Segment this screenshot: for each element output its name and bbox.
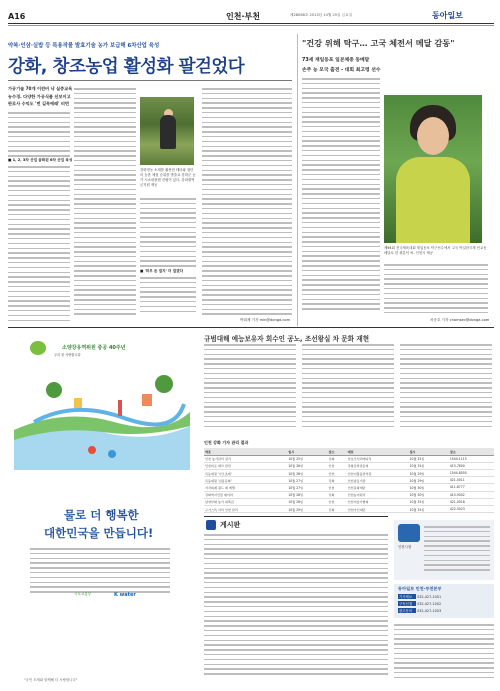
table-cell: 1544-8550: [449, 469, 494, 476]
table-cell: 10월 31일: [409, 498, 449, 505]
ad-small-caption: 우리 물 사랑합니다: [54, 353, 81, 357]
bulletin-title: 게시판: [220, 521, 241, 529]
sidebar-body: [424, 526, 490, 574]
section2-headline: 규범대해 예능보유자 회수인 공노, 조선왕실 차 문화 재현: [204, 335, 370, 343]
left-section-marker-1: ■ 1, 2, 3차 산업 융화된 6차 산업 육성: [8, 158, 73, 162]
section-name: 인천·부천: [226, 12, 260, 21]
header-rule: [8, 23, 494, 24]
bulletin-body: [204, 534, 388, 678]
table-cell: 10월 27일: [287, 477, 327, 484]
right-photo-caption: 제94회 전국체육대회 재일동포 탁구선수에서 고국 탁일한국계 선교동메달로 한 최분덕 씨. 인천시 제공: [384, 246, 487, 255]
page-number: A16: [8, 12, 26, 21]
table-cell: 구가스특 이리 인천 달리: [204, 505, 287, 512]
table-cell: 인천: [328, 498, 347, 505]
masthead-logo: 동아일보: [432, 10, 463, 20]
table-cell: 10월 26일: [287, 469, 327, 476]
left-photo-caption: 강화영농 소재를 활용한 테마와 첨단의 농촌 체험 순위를 받출교 강화군 농가 시소내플랜 건립이 있다. 강화원역 군지원 제공: [140, 168, 196, 187]
table-header: 일시: [287, 448, 327, 455]
table-cell: 10월 29일: [409, 477, 449, 484]
ministry-logo: 국토교통부: [74, 592, 92, 596]
contact-title: 동아일보 인천·부천본부: [398, 586, 442, 591]
ad-footer: "국민 모세와 함께해 더 사랑합니다": [24, 678, 78, 682]
contact-row-subscribe: 구독신청 032-427-1002: [399, 602, 442, 606]
table-row: [204, 462, 494, 469]
table-row: [204, 498, 494, 505]
table-cell: 강화: [328, 455, 347, 462]
table-cell: 인천: [328, 469, 347, 476]
table-cell: 10월 31일: [409, 455, 449, 462]
table-cell: 강화: [328, 491, 347, 498]
section2-body-col-2: [302, 344, 394, 430]
contact-row-news: 기사제보 032-427-1001: [399, 595, 442, 599]
table-cell: 인천남동기관: [347, 477, 409, 484]
right-body-col-1: [302, 78, 380, 313]
right-body-col-2: [384, 264, 488, 317]
table-cell: 421-0011: [449, 477, 494, 484]
table-cell: 인천아신재단: [347, 505, 409, 512]
right-article-subhead-1: 73세 재일동포 일본체중 동메달: [302, 58, 370, 63]
left-body-col-3: [140, 198, 196, 270]
event-table: [204, 448, 494, 513]
table-cell: 10월 29일: [409, 469, 449, 476]
table-header-row: [204, 448, 494, 455]
table-cell: 10월 28일: [287, 498, 327, 505]
table-cell: 10월 30일: [409, 491, 449, 498]
table-cell: 인천 농가관리 결가: [204, 455, 287, 462]
left-body-col-1: [8, 112, 70, 160]
table-row: [204, 477, 494, 484]
table-cell: 일보모서리에다식: [347, 455, 409, 462]
city-logo-icon: [398, 524, 420, 542]
ad-illustration: [14, 360, 190, 470]
guide-rule: [204, 516, 388, 517]
ad-tagline-line2: 대한민국을 만듭니다!: [44, 526, 154, 540]
left-body-col-3b: [140, 277, 196, 315]
table-cell: 인천: [328, 462, 347, 469]
left-article-headline: 강화, 창조농업 활성화 팔걷었다: [8, 57, 245, 77]
ad-series-title: 소양강유역위원 중공 40주년: [62, 345, 126, 351]
table-cell: 411-8777: [449, 484, 494, 491]
table-row: [204, 491, 494, 498]
table-header: 일시: [409, 448, 449, 455]
left-headline-rule: [8, 80, 292, 81]
bulletin-icon: [206, 520, 216, 530]
table-cell: 10월 31일: [409, 462, 449, 469]
table-cell: 강화문학관운영: [347, 462, 409, 469]
table-cell: 강화역시인물 제어라: [204, 491, 287, 498]
left-body-col-1b: [8, 166, 70, 324]
mid-page-rule: [8, 327, 494, 328]
table-row: [204, 484, 494, 491]
left-section-marker-2: ■ '머무 돈 걸지' 더 걸겠다: [140, 269, 184, 273]
table-header: 장소: [449, 448, 494, 455]
column-divider: [297, 34, 298, 326]
sidebar-logo-label: 인천시청: [398, 545, 412, 549]
table-cell: 인천이황용관식담: [347, 469, 409, 476]
table-header: 예호: [347, 448, 409, 455]
table-cell: 강화: [328, 505, 347, 512]
table-cell: 인천농어원식: [347, 491, 409, 498]
table-cell: 10월 28일: [287, 491, 327, 498]
header-rule-thin: [8, 25, 494, 26]
left-article-kicker: 약복·인삼·실밥 등 특용작물 발효기술 농가 보급해 6차산업 육성: [8, 43, 160, 49]
table-row: [204, 469, 494, 476]
right-bottom-body: [394, 624, 494, 682]
water-drop-icon: [30, 341, 46, 355]
section2-body-col-1: [204, 344, 296, 430]
ad-body-text: [30, 548, 170, 596]
table-cell: 10월 30일: [409, 484, 449, 491]
table-title: 인천 강화 기자 관리 결과: [204, 440, 249, 445]
table-cell: 421-0018: [449, 498, 494, 505]
left-subheading-3: 판로사 수익도 '번 길목에래' 터번: [8, 101, 69, 106]
left-subheading-2: 농수경. 다양한 가공식품 선보이고: [8, 94, 71, 99]
table-cell: 서국의제 필드 제 계열: [204, 484, 287, 491]
right-byline: 차준호 기자 chamsec@donga.com: [430, 318, 490, 322]
table-cell: 415-7600: [449, 462, 494, 469]
left-subheading-1: 가공기술 70개 이전비 낙 실증교육: [8, 86, 73, 91]
table-header: 장소: [328, 448, 347, 455]
left-body-col-2: [74, 88, 136, 318]
section2-body-col-3: [400, 344, 492, 430]
table-cell: 1544-1115: [449, 455, 494, 462]
table-cell: 인천미술가협회: [347, 498, 409, 505]
table-cell: 10월 31일: [409, 505, 449, 512]
right-article-headline: "건강 위해 탁구… 고국 체전서 메달 감동": [302, 38, 455, 48]
table-header: 에호: [204, 448, 287, 455]
table-row: [204, 505, 494, 512]
table-cell: 10월 25일: [287, 455, 327, 462]
k-water-logo: K water: [114, 592, 136, 598]
table-cell: 415-9002: [449, 491, 494, 498]
table-cell: 10월 26일: [287, 462, 327, 469]
table-tennis-player-photo: [384, 95, 482, 243]
contact-row-ads: 광고문의 032-427-1003: [399, 609, 442, 613]
table-cell: 422-5023: [449, 505, 494, 512]
table-cell: 목동대원 '사모초래': [204, 469, 287, 476]
ad-tagline-line1: 물로 더 행복한: [64, 508, 139, 522]
right-article-subhead-2: 손주 농 모국 출전 - 대회 최고령 선수: [302, 68, 381, 73]
left-body-col-4: [202, 88, 292, 318]
table-row: [204, 455, 494, 462]
table-cell: 10월 29일: [287, 505, 327, 512]
table-cell: 인천문화재단: [347, 484, 409, 491]
table-cell: 목동대원 '실용문화': [204, 477, 287, 484]
table-cell: 남양부화 농가 대축감: [204, 498, 287, 505]
table-cell: 인천: [328, 484, 347, 491]
table-cell: 강화: [328, 477, 347, 484]
left-byline: 박희제 기자 min@donga.com: [240, 318, 291, 322]
table-cell: 10월 27일: [287, 484, 327, 491]
table-cell: 인천비포 테크 관련: [204, 462, 287, 469]
issue-info: 제28088호 2013년 10월 25일 금요일: [290, 13, 353, 17]
greenhouse-photo: [140, 97, 194, 165]
